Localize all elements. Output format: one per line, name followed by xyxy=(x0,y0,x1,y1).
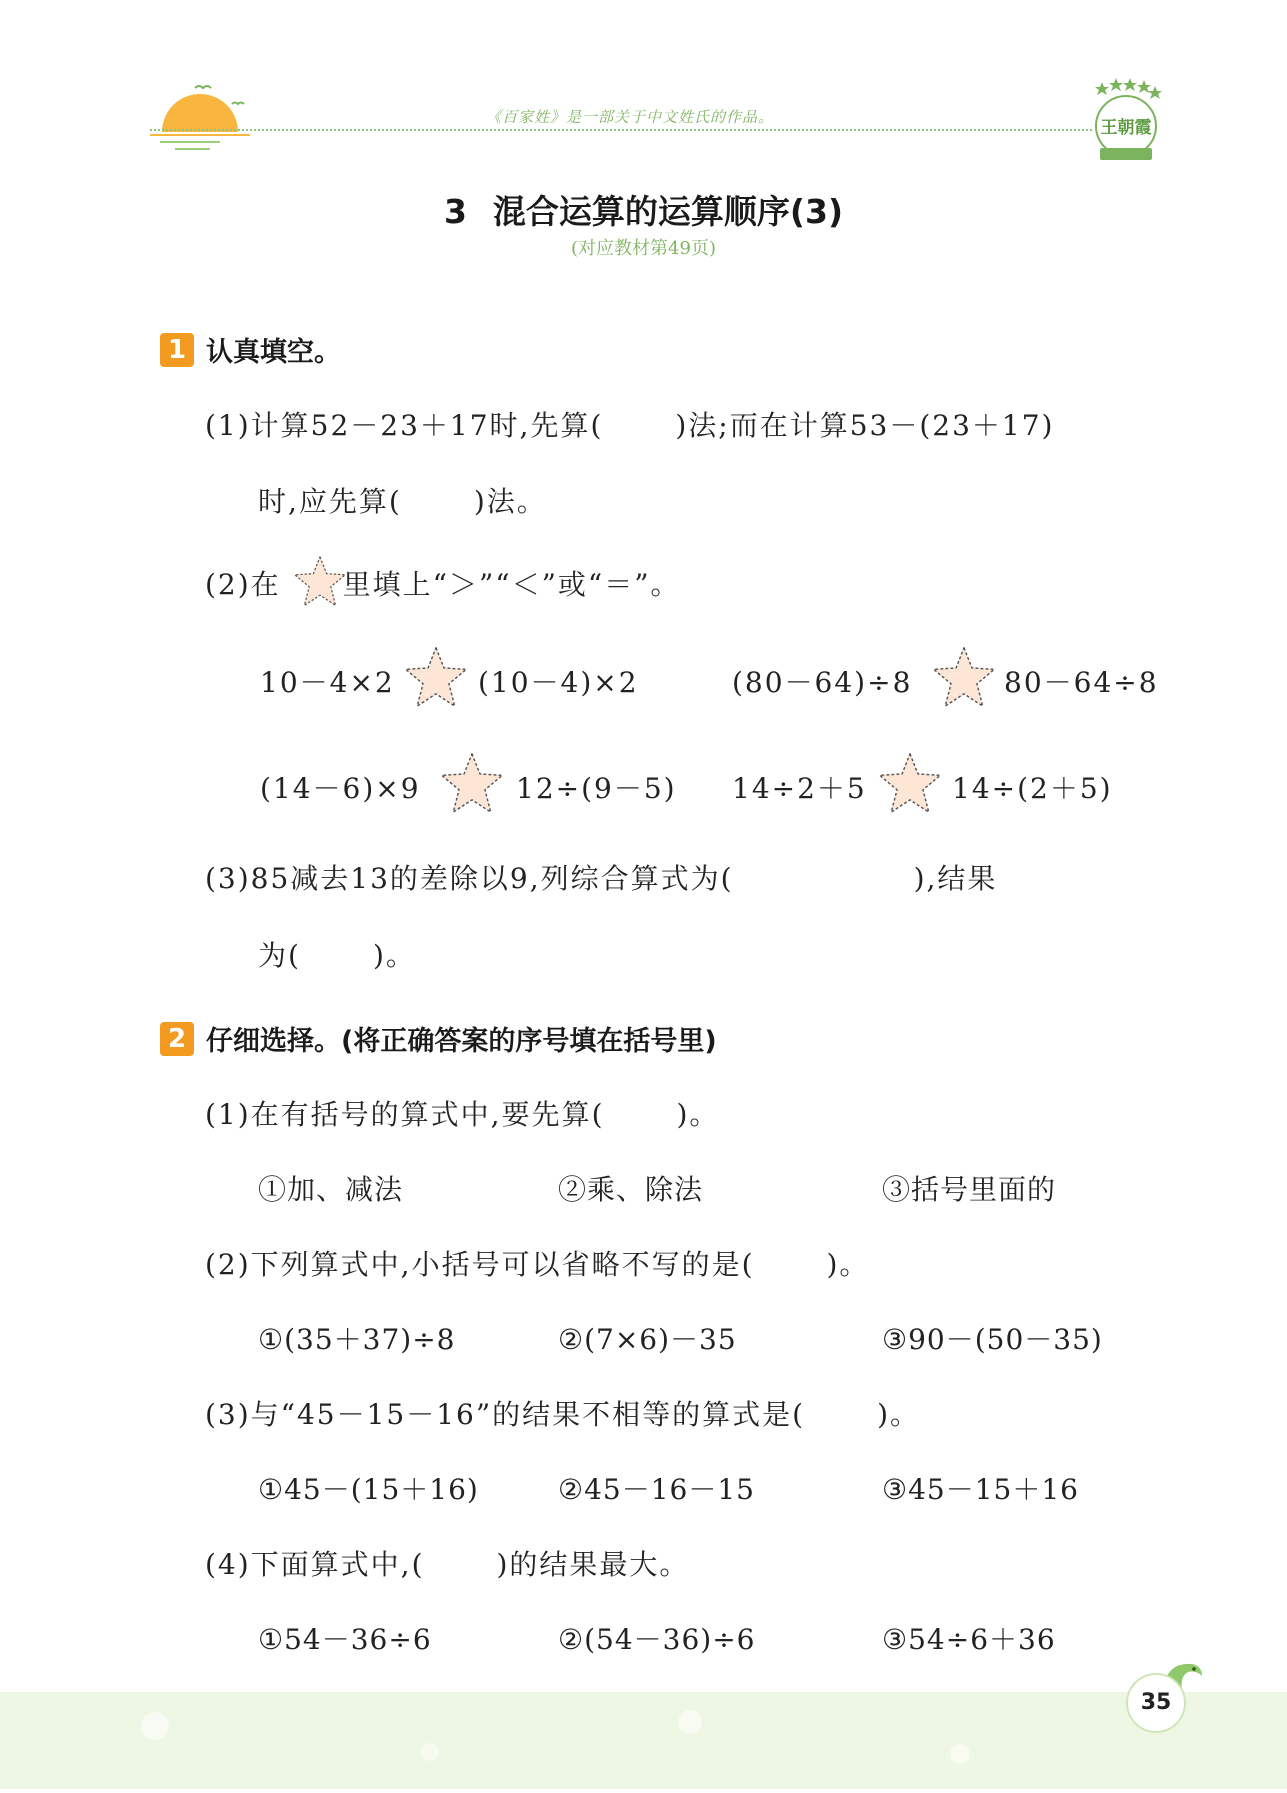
q1-text-d: )法。 xyxy=(473,485,547,518)
compare-right-2: 80－64÷8 xyxy=(1004,666,1159,699)
section1-title: 认真填空。 xyxy=(206,337,341,368)
q3-text-a: (3)85减去13的差除以9,列综合算式为( xyxy=(205,862,734,895)
sunset-logo xyxy=(150,80,250,155)
choice-q3-option-3[interactable]: ③45－15＋16 xyxy=(882,1473,1079,1506)
choice-q1-option-2[interactable]: ②乘、除法 xyxy=(558,1173,704,1206)
header-divider xyxy=(150,129,1092,131)
page-subtitle: (对应教材第49页) xyxy=(571,238,716,259)
choice-q2-option-3[interactable]: ③90－(50－35) xyxy=(882,1323,1103,1356)
choice-q1-stem xyxy=(205,1093,719,1133)
choice-q1-stem-a: (1)在有括号的算式中,要先算( xyxy=(205,1098,605,1131)
compare-left-3: (14－6)×9 xyxy=(260,772,421,805)
brand-logo-text: 王朝霞 xyxy=(1100,118,1152,138)
q2-instruction xyxy=(205,563,681,603)
section2-heading xyxy=(160,1019,717,1058)
q1-text-a: (1)计算52－23＋17时,先算( xyxy=(205,409,604,442)
q1-line2 xyxy=(258,480,547,520)
compare-right-1: (10－4)×2 xyxy=(478,666,639,699)
compare-star-3[interactable] xyxy=(436,748,508,820)
q2-text-a: (2)在 xyxy=(205,568,281,601)
star-icon xyxy=(290,552,350,612)
compare-star-1[interactable] xyxy=(400,642,472,714)
choice-q4-option-2[interactable]: ②(54－36)÷6 xyxy=(558,1623,756,1656)
compare-star-2[interactable] xyxy=(928,642,1000,714)
compare-right-3: 12÷(9－5) xyxy=(516,772,677,805)
section2-title: 仔细选择。(将正确答案的序号填在括号里) xyxy=(206,1026,717,1057)
section1-badge: 1 xyxy=(160,333,194,367)
q1-text-b: )法;而在计算53－(23＋17) xyxy=(675,409,1055,442)
header-tagline: 《百家姓》是一部关于中文姓氏的作品。 xyxy=(485,108,774,126)
q3-text-d: )。 xyxy=(372,939,416,972)
choice-q4-stem-b: )的结果最大。 xyxy=(496,1548,690,1581)
q1-text-c: 时,应先算( xyxy=(258,485,402,518)
choice-q3-option-2[interactable]: ②45－16－15 xyxy=(558,1473,755,1506)
choice-q4-option-3[interactable]: ③54÷6＋36 xyxy=(882,1623,1056,1656)
choice-q1-option-1[interactable]: ①加、减法 xyxy=(258,1173,404,1206)
choice-q2-option-2[interactable]: ②(7×6)－35 xyxy=(558,1323,737,1356)
q3-text-b: ),结果 xyxy=(913,862,998,895)
page-number: 35 xyxy=(1126,1673,1186,1733)
choice-q2-stem xyxy=(205,1243,869,1283)
q3-text-c: 为( xyxy=(258,939,301,972)
compare-star-4[interactable] xyxy=(874,748,946,820)
choice-q4-option-1[interactable]: ①54－36÷6 xyxy=(258,1623,432,1656)
choice-q3-option-1[interactable]: ①45－(15＋16) xyxy=(258,1473,479,1506)
choice-q2-stem-b: )。 xyxy=(826,1248,870,1281)
choice-q1-stem-b: )。 xyxy=(676,1098,720,1131)
choice-q3-stem xyxy=(205,1393,920,1433)
choice-q3-stem-b: )。 xyxy=(877,1398,921,1431)
q3-line2 xyxy=(258,934,416,974)
compare-right-4: 14÷(2＋5) xyxy=(952,772,1113,805)
section2-badge: 2 xyxy=(160,1022,194,1056)
choice-q2-stem-a: (2)下列算式中,小括号可以省略不写的是( xyxy=(205,1248,755,1281)
compare-left-1: 10－4×2 xyxy=(260,666,395,699)
choice-q3-stem-a: (3)与“45－15－16”的结果不相等的算式是( xyxy=(205,1398,806,1431)
compare-left-2: (80－64)÷8 xyxy=(732,666,913,699)
title-text: 混合运算的运算顺序(3) xyxy=(492,192,844,231)
q2-text-b: 里填上“＞”“＜”或“＝”。 xyxy=(342,568,681,601)
q1-line1 xyxy=(205,404,1054,444)
choice-q4-stem xyxy=(205,1543,689,1583)
section1-heading xyxy=(160,330,341,369)
choice-q4-stem-a: (4)下面算式中,( xyxy=(205,1548,425,1581)
title-number: 3 xyxy=(443,192,467,231)
page-title xyxy=(0,186,1287,233)
choice-q2-option-1[interactable]: ①(35＋37)÷8 xyxy=(258,1323,456,1356)
footer-background xyxy=(0,1692,1287,1789)
q3-line1 xyxy=(205,857,997,897)
choice-q1-option-3[interactable]: ③括号里面的 xyxy=(882,1173,1057,1206)
compare-left-4: 14÷2＋5 xyxy=(732,772,867,805)
